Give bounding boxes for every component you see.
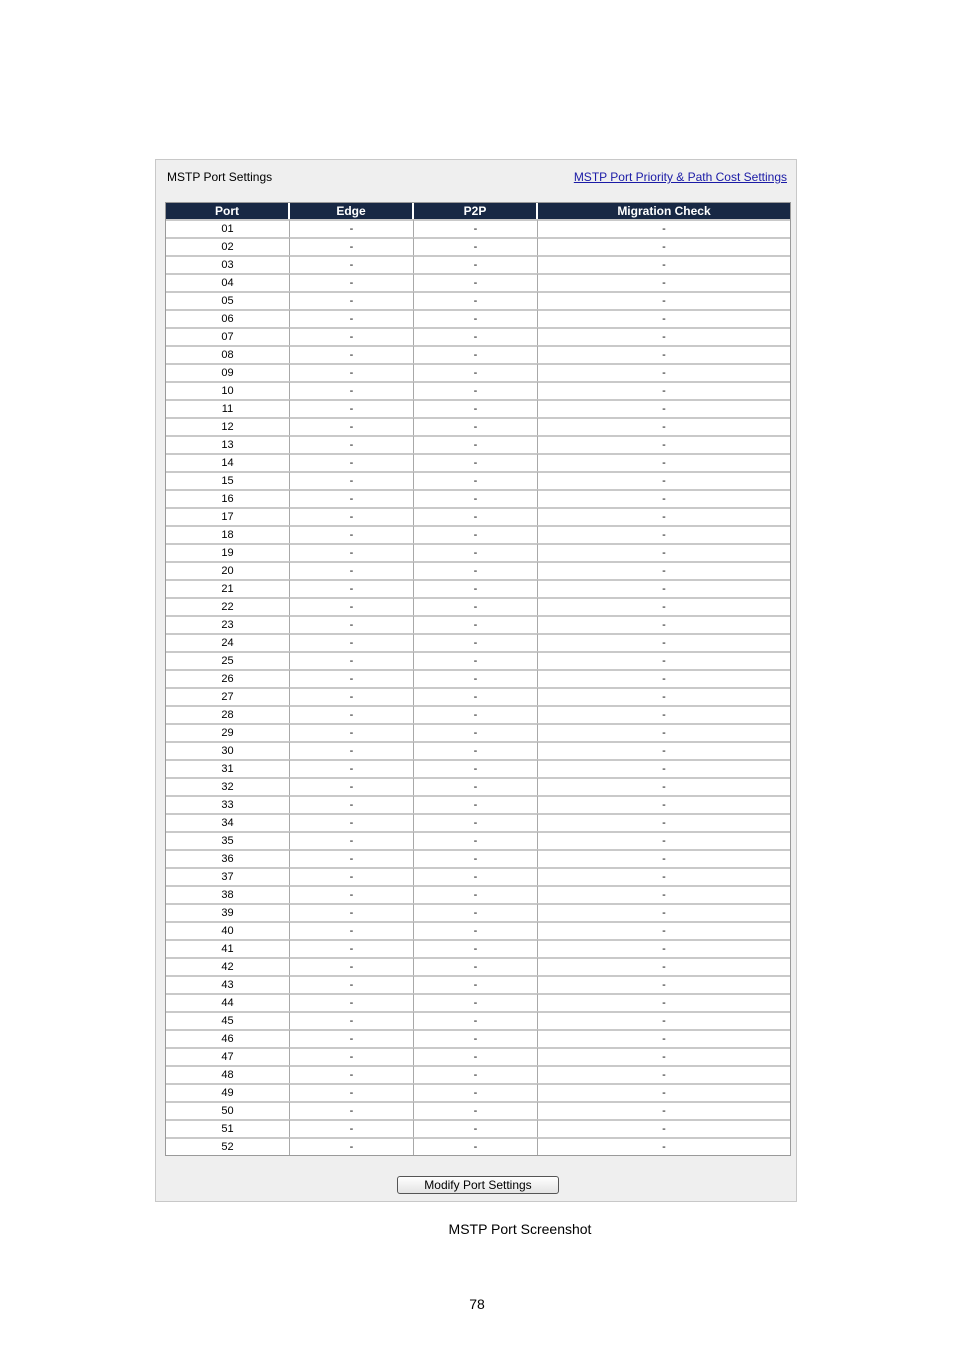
edge-cell: - xyxy=(290,813,414,831)
migration-check-cell: - xyxy=(538,1065,790,1083)
port-cell: 25 xyxy=(166,651,290,669)
migration-check-cell: - xyxy=(538,741,790,759)
table-row xyxy=(166,687,790,705)
p2p-cell: - xyxy=(414,993,538,1011)
port-cell: 36 xyxy=(166,849,290,867)
figure-caption: MSTP Port Screenshot xyxy=(448,1221,592,1237)
p2p-cell: - xyxy=(414,831,538,849)
table-row xyxy=(166,237,790,255)
page-number: 78 xyxy=(469,1296,485,1312)
edge-cell: - xyxy=(290,363,414,381)
migration-check-cell: - xyxy=(538,975,790,993)
table-row xyxy=(166,525,790,543)
migration-check-cell: - xyxy=(538,561,790,579)
table-row xyxy=(166,291,790,309)
p2p-cell: - xyxy=(414,453,538,471)
migration-check-cell: - xyxy=(538,885,790,903)
p2p-cell: - xyxy=(414,687,538,705)
edge-cell: - xyxy=(290,327,414,345)
edge-cell: - xyxy=(290,471,414,489)
migration-check-cell: - xyxy=(538,777,790,795)
p2p-cell: - xyxy=(414,309,538,327)
migration-check-cell: - xyxy=(538,633,790,651)
table-row xyxy=(166,489,790,507)
p2p-cell: - xyxy=(414,471,538,489)
table-row xyxy=(166,417,790,435)
table-row xyxy=(166,381,790,399)
port-cell: 08 xyxy=(166,345,290,363)
port-cell: 28 xyxy=(166,705,290,723)
edge-cell: - xyxy=(290,741,414,759)
migration-check-cell: - xyxy=(538,795,790,813)
migration-check-cell: - xyxy=(538,813,790,831)
port-cell: 49 xyxy=(166,1083,290,1101)
edge-cell: - xyxy=(290,255,414,273)
edge-cell: - xyxy=(290,1011,414,1029)
table-row xyxy=(166,255,790,273)
p2p-cell: - xyxy=(414,237,538,255)
p2p-cell: - xyxy=(414,1047,538,1065)
edge-cell: - xyxy=(290,705,414,723)
edge-cell: - xyxy=(290,417,414,435)
port-cell: 05 xyxy=(166,291,290,309)
edge-cell: - xyxy=(290,489,414,507)
p2p-cell: - xyxy=(414,219,538,237)
migration-check-cell: - xyxy=(538,849,790,867)
edge-cell: - xyxy=(290,651,414,669)
edge-cell: - xyxy=(290,1137,414,1155)
table-row xyxy=(166,669,790,687)
modify-port-settings-button[interactable]: Modify Port Settings xyxy=(397,1176,559,1194)
column-header-port: Port xyxy=(166,203,290,219)
table-row xyxy=(166,471,790,489)
edge-cell: - xyxy=(290,849,414,867)
port-cell: 33 xyxy=(166,795,290,813)
p2p-cell: - xyxy=(414,435,538,453)
p2p-cell: - xyxy=(414,399,538,417)
migration-check-cell: - xyxy=(538,435,790,453)
migration-check-cell: - xyxy=(538,903,790,921)
edge-cell: - xyxy=(290,381,414,399)
port-cell: 20 xyxy=(166,561,290,579)
migration-check-cell: - xyxy=(538,417,790,435)
p2p-cell: - xyxy=(414,345,538,363)
port-cell: 19 xyxy=(166,543,290,561)
column-header-p2p: P2P xyxy=(414,203,538,219)
edge-cell: - xyxy=(290,867,414,885)
edge-cell: - xyxy=(290,543,414,561)
p2p-cell: - xyxy=(414,777,538,795)
migration-check-cell: - xyxy=(538,507,790,525)
edge-cell: - xyxy=(290,399,414,417)
edge-cell: - xyxy=(290,993,414,1011)
table-row xyxy=(166,705,790,723)
migration-check-cell: - xyxy=(538,525,790,543)
edge-cell: - xyxy=(290,1101,414,1119)
table-row xyxy=(166,327,790,345)
migration-check-cell: - xyxy=(538,939,790,957)
edge-cell: - xyxy=(290,237,414,255)
p2p-cell: - xyxy=(414,813,538,831)
p2p-cell: - xyxy=(414,255,538,273)
table-row xyxy=(166,651,790,669)
table-row xyxy=(166,1011,790,1029)
table-body xyxy=(166,219,790,1155)
edge-cell: - xyxy=(290,1047,414,1065)
panel-title: MSTP Port Settings xyxy=(167,170,273,184)
migration-check-cell: - xyxy=(538,921,790,939)
port-cell: 01 xyxy=(166,219,290,237)
edge-cell: - xyxy=(290,1119,414,1137)
table-row xyxy=(166,813,790,831)
edge-cell: - xyxy=(290,633,414,651)
migration-check-cell: - xyxy=(538,1011,790,1029)
p2p-cell: - xyxy=(414,1029,538,1047)
table-row xyxy=(166,759,790,777)
port-cell: 45 xyxy=(166,1011,290,1029)
table-row xyxy=(166,723,790,741)
migration-check-cell: - xyxy=(538,219,790,237)
table-row xyxy=(166,1047,790,1065)
migration-check-cell: - xyxy=(538,615,790,633)
edge-cell: - xyxy=(290,579,414,597)
p2p-cell: - xyxy=(414,417,538,435)
port-cell: 11 xyxy=(166,399,290,417)
table-row xyxy=(166,1101,790,1119)
table-row xyxy=(166,885,790,903)
mstp-port-table xyxy=(165,202,791,1156)
edge-cell: - xyxy=(290,345,414,363)
p2p-cell: - xyxy=(414,651,538,669)
p2p-cell: - xyxy=(414,669,538,687)
migration-check-cell: - xyxy=(538,705,790,723)
table-row xyxy=(166,453,790,471)
port-cell: 50 xyxy=(166,1101,290,1119)
migration-check-cell: - xyxy=(538,327,790,345)
port-cell: 26 xyxy=(166,669,290,687)
p2p-cell: - xyxy=(414,291,538,309)
edge-cell: - xyxy=(290,921,414,939)
migration-check-cell: - xyxy=(538,255,790,273)
port-cell: 44 xyxy=(166,993,290,1011)
table-row xyxy=(166,867,790,885)
port-cell: 40 xyxy=(166,921,290,939)
port-cell: 06 xyxy=(166,309,290,327)
migration-check-cell: - xyxy=(538,273,790,291)
port-cell: 35 xyxy=(166,831,290,849)
migration-check-cell: - xyxy=(538,237,790,255)
p2p-cell: - xyxy=(414,723,538,741)
p2p-cell: - xyxy=(414,705,538,723)
edge-cell: - xyxy=(290,219,414,237)
edge-cell: - xyxy=(290,903,414,921)
port-cell: 51 xyxy=(166,1119,290,1137)
edge-cell: - xyxy=(290,615,414,633)
port-cell: 48 xyxy=(166,1065,290,1083)
port-cell: 37 xyxy=(166,867,290,885)
port-cell: 15 xyxy=(166,471,290,489)
p2p-cell: - xyxy=(414,957,538,975)
migration-check-cell: - xyxy=(538,453,790,471)
table-row xyxy=(166,921,790,939)
migration-check-cell: - xyxy=(538,1137,790,1155)
port-cell: 38 xyxy=(166,885,290,903)
mstp-port-settings-panel xyxy=(155,159,797,1202)
migration-check-cell: - xyxy=(538,471,790,489)
table-row xyxy=(166,543,790,561)
p2p-cell: - xyxy=(414,867,538,885)
migration-check-cell: - xyxy=(538,1119,790,1137)
port-cell: 47 xyxy=(166,1047,290,1065)
p2p-cell: - xyxy=(414,1119,538,1137)
table-row xyxy=(166,579,790,597)
p2p-cell: - xyxy=(414,741,538,759)
migration-check-cell: - xyxy=(538,651,790,669)
edge-cell: - xyxy=(290,435,414,453)
edge-cell: - xyxy=(290,309,414,327)
port-cell: 17 xyxy=(166,507,290,525)
port-cell: 30 xyxy=(166,741,290,759)
port-cell: 12 xyxy=(166,417,290,435)
migration-check-cell: - xyxy=(538,579,790,597)
edge-cell: - xyxy=(290,777,414,795)
port-cell: 24 xyxy=(166,633,290,651)
p2p-cell: - xyxy=(414,579,538,597)
migration-check-cell: - xyxy=(538,543,790,561)
migration-check-cell: - xyxy=(538,363,790,381)
p2p-cell: - xyxy=(414,1011,538,1029)
table-row xyxy=(166,615,790,633)
port-cell: 14 xyxy=(166,453,290,471)
edge-cell: - xyxy=(290,975,414,993)
port-cell: 52 xyxy=(166,1137,290,1155)
port-cell: 41 xyxy=(166,939,290,957)
migration-check-cell: - xyxy=(538,1101,790,1119)
migration-check-cell: - xyxy=(538,723,790,741)
edge-cell: - xyxy=(290,597,414,615)
edge-cell: - xyxy=(290,561,414,579)
table-row xyxy=(166,363,790,381)
port-cell: 04 xyxy=(166,273,290,291)
port-priority-path-cost-link[interactable]: MSTP Port Priority & Path Cost Settings xyxy=(573,170,787,184)
table-row xyxy=(166,975,790,993)
p2p-cell: - xyxy=(414,327,538,345)
table-row xyxy=(166,957,790,975)
table-row xyxy=(166,993,790,1011)
p2p-cell: - xyxy=(414,795,538,813)
table-row xyxy=(166,1083,790,1101)
table-row xyxy=(166,849,790,867)
table-row xyxy=(166,309,790,327)
port-cell: 18 xyxy=(166,525,290,543)
migration-check-cell: - xyxy=(538,669,790,687)
port-cell: 09 xyxy=(166,363,290,381)
edge-cell: - xyxy=(290,525,414,543)
edge-cell: - xyxy=(290,1065,414,1083)
p2p-cell: - xyxy=(414,759,538,777)
port-cell: 22 xyxy=(166,597,290,615)
migration-check-cell: - xyxy=(538,1083,790,1101)
port-cell: 10 xyxy=(166,381,290,399)
edge-cell: - xyxy=(290,723,414,741)
migration-check-cell: - xyxy=(538,489,790,507)
table-row xyxy=(166,273,790,291)
p2p-cell: - xyxy=(414,381,538,399)
p2p-cell: - xyxy=(414,903,538,921)
port-cell: 07 xyxy=(166,327,290,345)
p2p-cell: - xyxy=(414,1137,538,1155)
p2p-cell: - xyxy=(414,561,538,579)
port-cell: 23 xyxy=(166,615,290,633)
migration-check-cell: - xyxy=(538,687,790,705)
migration-check-cell: - xyxy=(538,309,790,327)
table-row xyxy=(166,741,790,759)
port-cell: 43 xyxy=(166,975,290,993)
port-cell: 34 xyxy=(166,813,290,831)
edge-cell: - xyxy=(290,687,414,705)
table-row xyxy=(166,939,790,957)
table-row xyxy=(166,399,790,417)
table-row xyxy=(166,633,790,651)
p2p-cell: - xyxy=(414,1101,538,1119)
table-row xyxy=(166,597,790,615)
table-row xyxy=(166,507,790,525)
edge-cell: - xyxy=(290,759,414,777)
p2p-cell: - xyxy=(414,525,538,543)
edge-cell: - xyxy=(290,795,414,813)
edge-cell: - xyxy=(290,957,414,975)
migration-check-cell: - xyxy=(538,381,790,399)
p2p-cell: - xyxy=(414,849,538,867)
table-header-row xyxy=(166,203,790,219)
port-cell: 27 xyxy=(166,687,290,705)
edge-cell: - xyxy=(290,291,414,309)
table-row xyxy=(166,903,790,921)
edge-cell: - xyxy=(290,273,414,291)
p2p-cell: - xyxy=(414,939,538,957)
edge-cell: - xyxy=(290,831,414,849)
table-row xyxy=(166,561,790,579)
table-row xyxy=(166,219,790,237)
p2p-cell: - xyxy=(414,615,538,633)
column-header-migration-check: Migration Check xyxy=(538,203,790,219)
migration-check-cell: - xyxy=(538,993,790,1011)
p2p-cell: - xyxy=(414,543,538,561)
port-cell: 42 xyxy=(166,957,290,975)
edge-cell: - xyxy=(290,885,414,903)
table-row xyxy=(166,435,790,453)
migration-check-cell: - xyxy=(538,597,790,615)
table-row xyxy=(166,777,790,795)
migration-check-cell: - xyxy=(538,399,790,417)
port-cell: 16 xyxy=(166,489,290,507)
edge-cell: - xyxy=(290,669,414,687)
table-row xyxy=(166,1119,790,1137)
port-cell: 31 xyxy=(166,759,290,777)
edge-cell: - xyxy=(290,939,414,957)
column-header-edge: Edge xyxy=(290,203,414,219)
migration-check-cell: - xyxy=(538,291,790,309)
port-cell: 02 xyxy=(166,237,290,255)
p2p-cell: - xyxy=(414,885,538,903)
p2p-cell: - xyxy=(414,489,538,507)
table-row xyxy=(166,345,790,363)
p2p-cell: - xyxy=(414,975,538,993)
migration-check-cell: - xyxy=(538,1047,790,1065)
table-row xyxy=(166,795,790,813)
table-row xyxy=(166,1137,790,1155)
migration-check-cell: - xyxy=(538,345,790,363)
p2p-cell: - xyxy=(414,507,538,525)
migration-check-cell: - xyxy=(538,957,790,975)
migration-check-cell: - xyxy=(538,831,790,849)
port-cell: 32 xyxy=(166,777,290,795)
migration-check-cell: - xyxy=(538,759,790,777)
edge-cell: - xyxy=(290,453,414,471)
p2p-cell: - xyxy=(414,1065,538,1083)
edge-cell: - xyxy=(290,1083,414,1101)
p2p-cell: - xyxy=(414,633,538,651)
port-cell: 21 xyxy=(166,579,290,597)
edge-cell: - xyxy=(290,1029,414,1047)
p2p-cell: - xyxy=(414,273,538,291)
port-cell: 39 xyxy=(166,903,290,921)
table-row xyxy=(166,1065,790,1083)
port-cell: 03 xyxy=(166,255,290,273)
table-row xyxy=(166,831,790,849)
migration-check-cell: - xyxy=(538,1029,790,1047)
edge-cell: - xyxy=(290,507,414,525)
p2p-cell: - xyxy=(414,597,538,615)
p2p-cell: - xyxy=(414,363,538,381)
p2p-cell: - xyxy=(414,921,538,939)
port-cell: 29 xyxy=(166,723,290,741)
port-cell: 46 xyxy=(166,1029,290,1047)
table-row xyxy=(166,1029,790,1047)
migration-check-cell: - xyxy=(538,867,790,885)
port-cell: 13 xyxy=(166,435,290,453)
p2p-cell: - xyxy=(414,1083,538,1101)
